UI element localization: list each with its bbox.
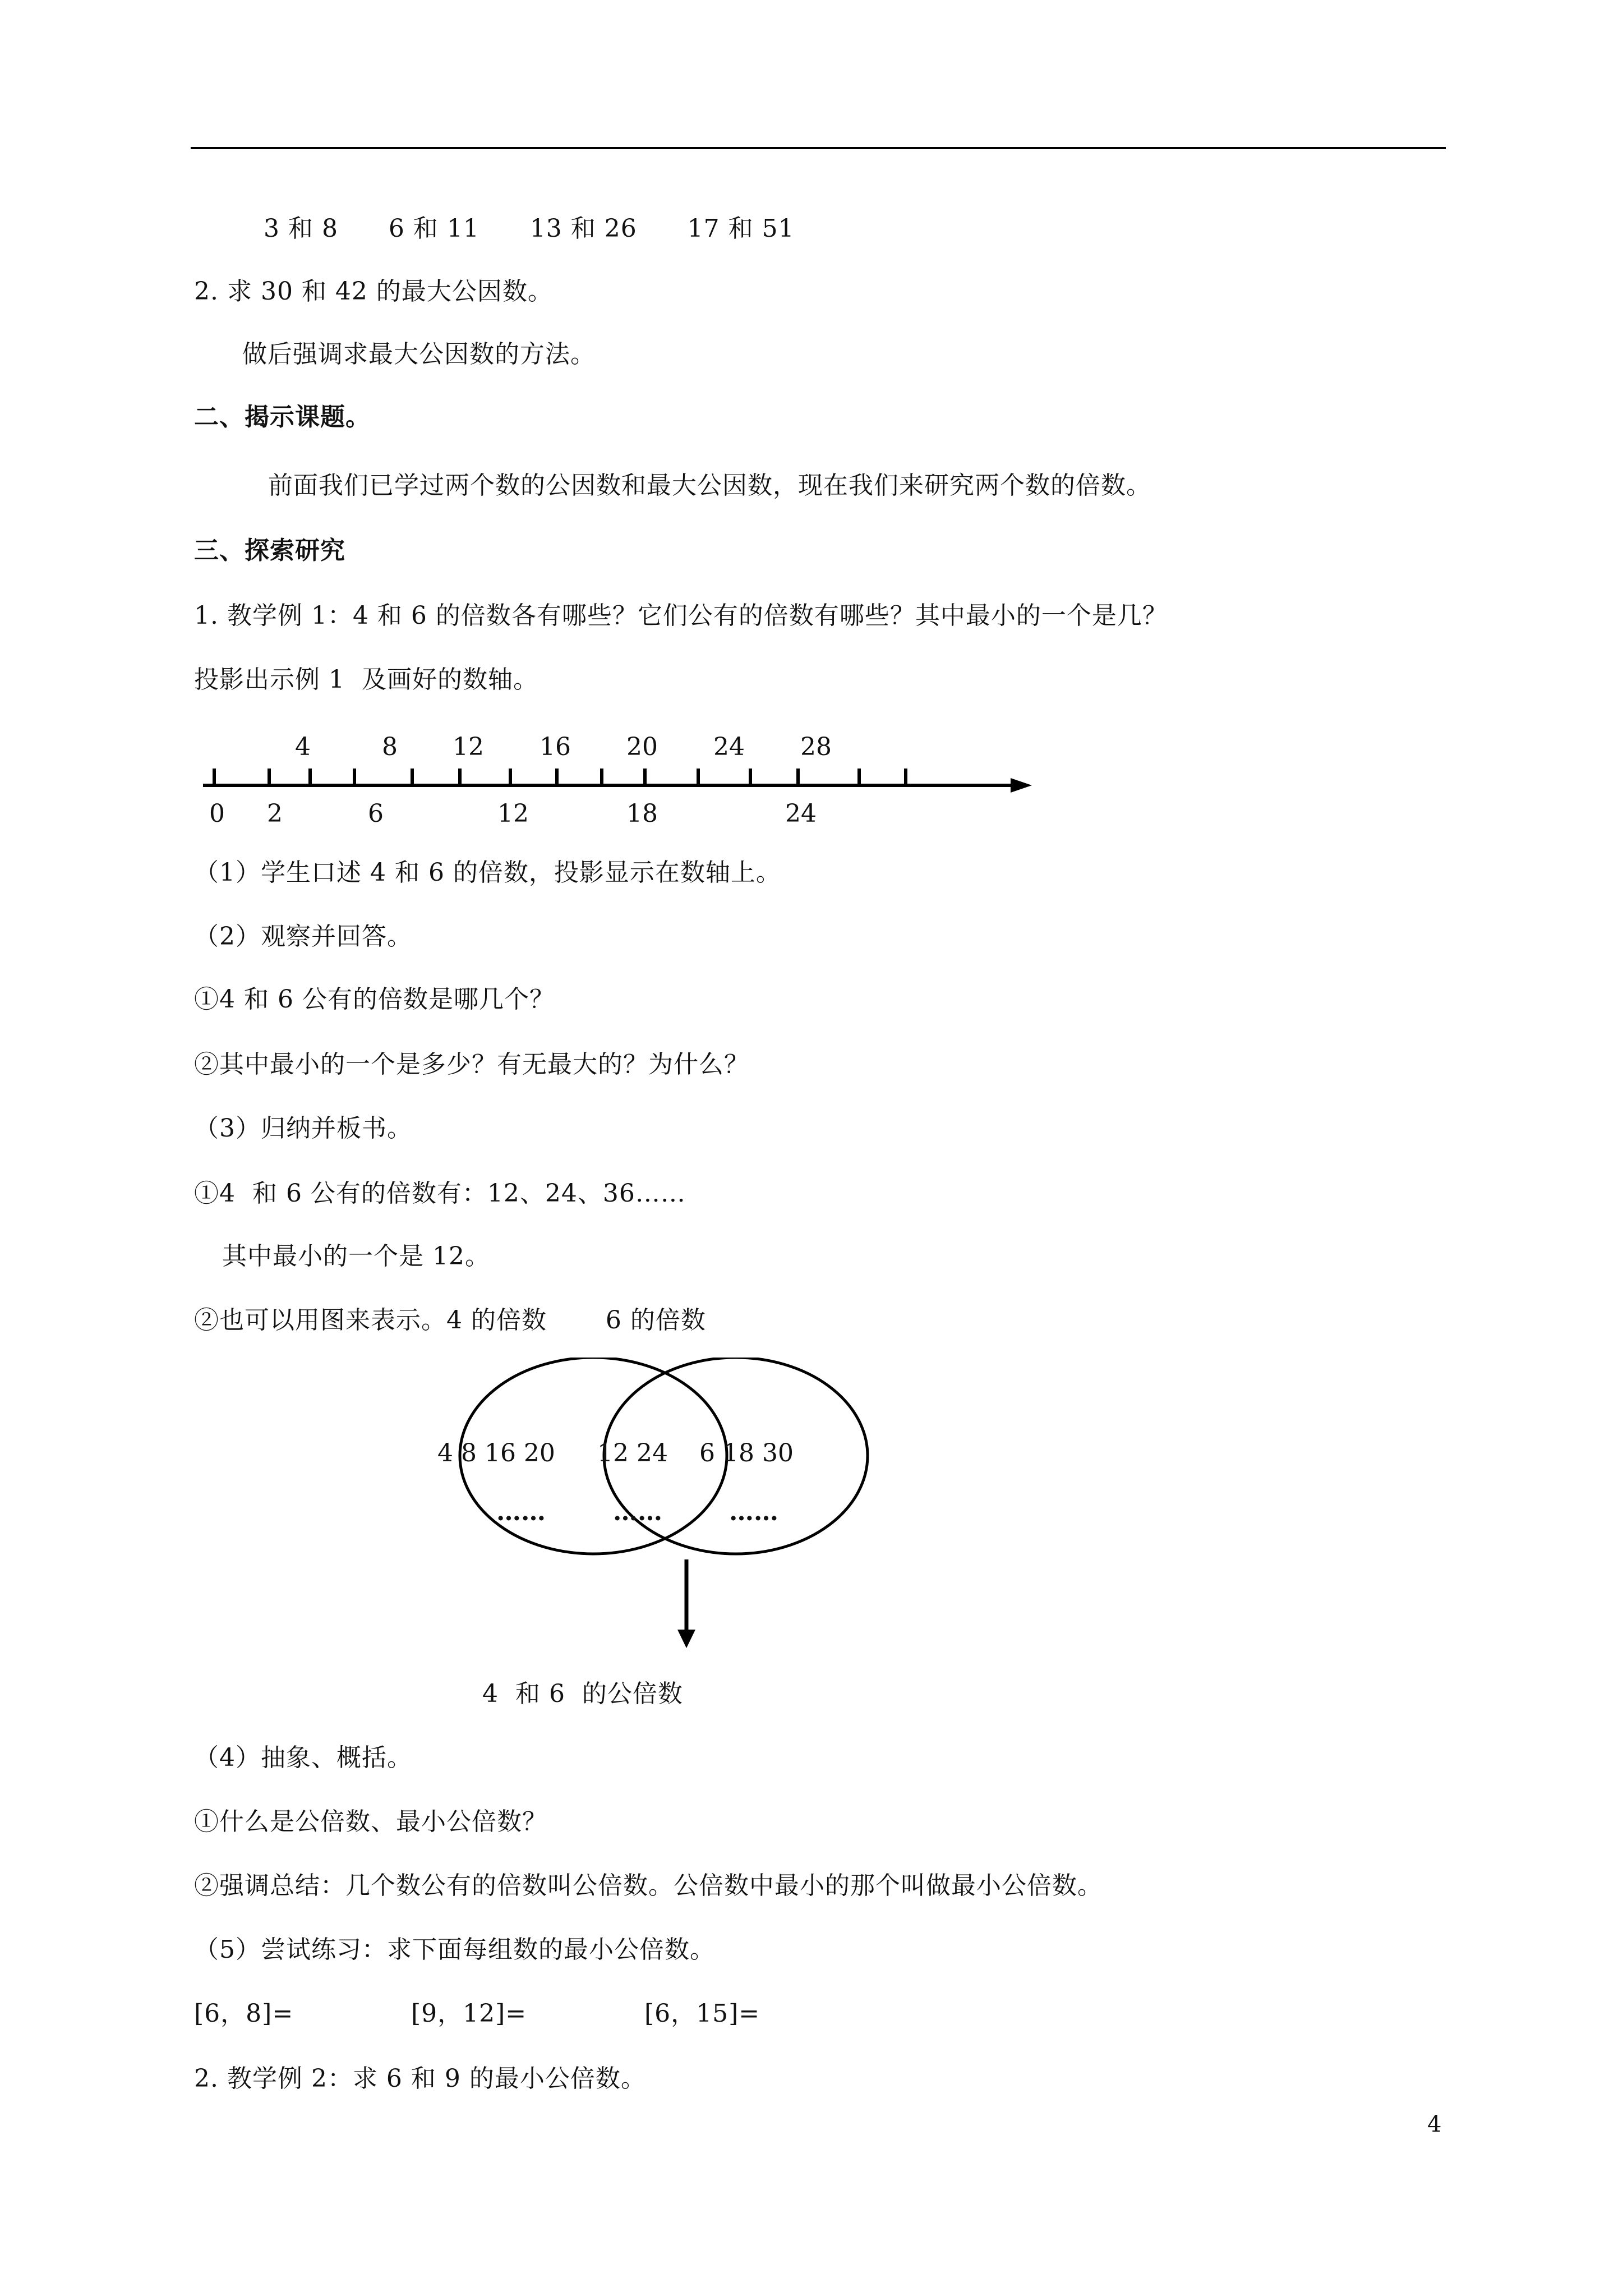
text-line: ②强调总结：几个数公有的倍数叫公倍数。公倍数中最小的那个叫做最小公倍数。 bbox=[194, 1871, 1103, 1900]
page-number: 4 bbox=[1427, 2111, 1442, 2137]
text-line: 投影出示例 1 及画好的数轴。 bbox=[194, 665, 538, 694]
top-label: 24 bbox=[713, 733, 745, 761]
text-line: ②也可以用图来表示。4 的倍数 6 的倍数 bbox=[194, 1306, 706, 1335]
text-line: （3）归纳并板书。 bbox=[194, 1114, 412, 1143]
top-label: 20 bbox=[626, 733, 658, 761]
axis-arrow bbox=[1011, 778, 1032, 793]
exercise-pairs: 3 和 8 6 和 11 13 和 26 17 和 51 bbox=[264, 214, 795, 243]
bottom-label: 24 bbox=[785, 799, 817, 828]
text-line: ①4 和 6 公有的倍数有：12、24、36…… bbox=[194, 1179, 686, 1208]
left-only-values: 4 8 16 20 bbox=[437, 1439, 555, 1467]
bottom-label: 0 bbox=[209, 799, 225, 828]
number-line-figure bbox=[191, 724, 1054, 836]
header-rule bbox=[191, 147, 1446, 149]
top-label: 12 bbox=[453, 733, 484, 761]
text-line: （4）抽象、概括。 bbox=[194, 1743, 412, 1772]
text-line: ①4 和 6 公有的倍数是哪几个？ bbox=[194, 985, 555, 1014]
text-line: [6，8]= [9，12]= [6，15]= bbox=[194, 1999, 760, 2028]
bottom-label: 6 bbox=[368, 799, 384, 828]
ellipsis-middle: …… bbox=[613, 1498, 662, 1526]
venn-caption: 4 和 6 的公倍数 bbox=[482, 1680, 683, 1708]
bottom-label: 2 bbox=[267, 799, 283, 828]
text-line: 1. 教学例 1：4 和 6 的倍数各有哪些？它们公有的倍数有哪些？其中最小的一个是几？ bbox=[194, 601, 1168, 630]
venn-diagram bbox=[426, 1358, 953, 1660]
bottom-label: 18 bbox=[626, 799, 658, 828]
bottom-label: 12 bbox=[497, 799, 529, 828]
text-line: 做后强调求最大公因数的方法。 bbox=[242, 340, 596, 369]
tick-marks bbox=[214, 769, 906, 785]
text-line: 其中最小的一个是 12。 bbox=[222, 1242, 490, 1271]
top-label: 28 bbox=[800, 733, 832, 761]
pointer-arrow-head bbox=[677, 1630, 695, 1648]
text-line: ②其中最小的一个是多少？有无最大的？为什么？ bbox=[194, 1050, 749, 1079]
common-values: 12 24 bbox=[597, 1439, 668, 1467]
top-label: 8 bbox=[382, 733, 398, 761]
text-line: （1）学生口述 4 和 6 的倍数，投影显示在数轴上。 bbox=[194, 858, 781, 887]
section-heading: 三、探索研究 bbox=[194, 536, 345, 565]
text-line: 2. 教学例 2：求 6 和 9 的最小公倍数。 bbox=[194, 2064, 646, 2093]
text-line: 2. 求 30 和 42 的最大公因数。 bbox=[194, 277, 553, 306]
text-line: 前面我们已学过两个数的公因数和最大公因数，现在我们来研究两个数的倍数。 bbox=[268, 471, 1151, 500]
ellipsis-right: …… bbox=[729, 1498, 778, 1526]
top-label: 16 bbox=[540, 733, 571, 761]
text-line: （5）尝试练习：求下面每组数的最小公倍数。 bbox=[194, 1935, 715, 1964]
text-line: ①什么是公倍数、最小公倍数？ bbox=[194, 1807, 547, 1836]
text-line: （2）观察并回答。 bbox=[194, 922, 412, 951]
top-label: 4 bbox=[295, 733, 311, 761]
section-heading: 二、揭示课题。 bbox=[194, 403, 371, 431]
right-only-values: 6 18 30 bbox=[699, 1439, 794, 1467]
ellipsis-left: …… bbox=[496, 1498, 546, 1526]
